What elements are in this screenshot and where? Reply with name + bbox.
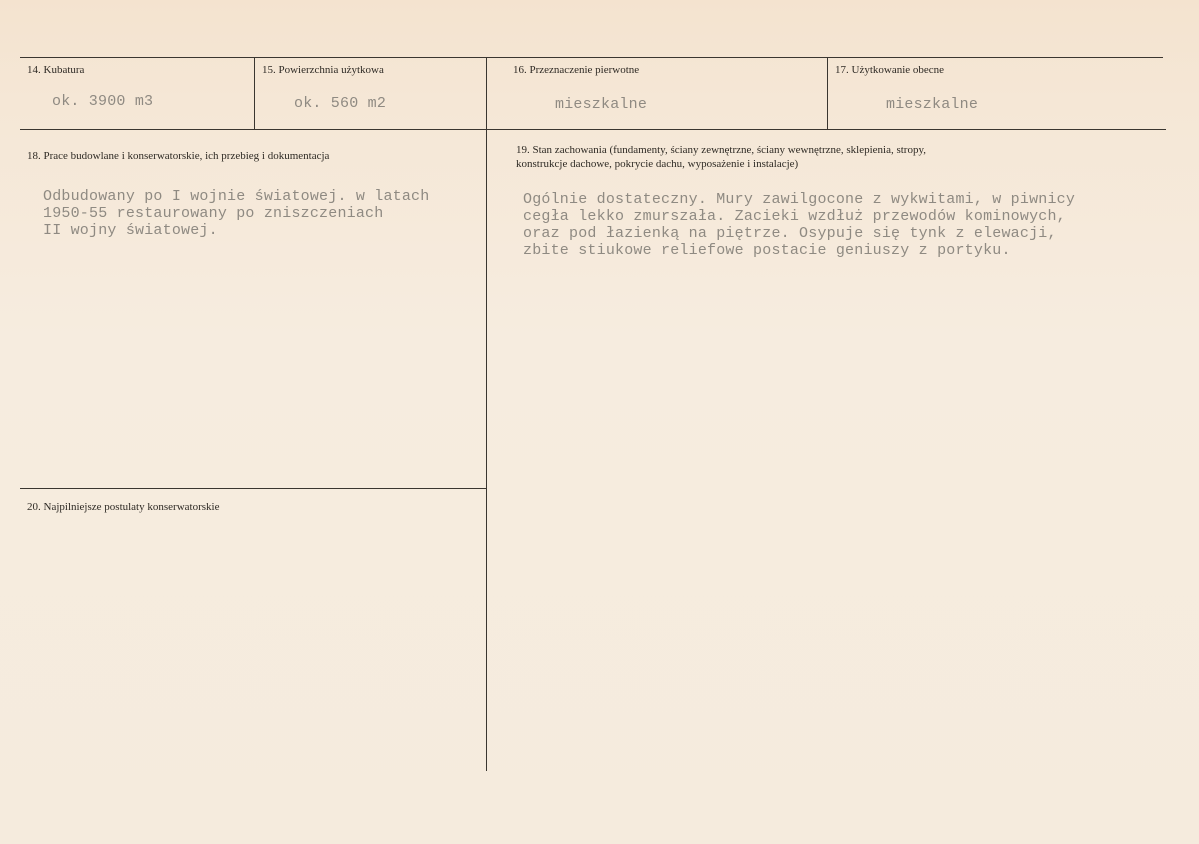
field-17-value: mieszkalne [886,96,979,113]
field-19-line-2: cegła lekko zmurszała. Zacieki wzdłuż przewodów kominowych, [523,208,1066,225]
row1-bottom-rule [20,129,1166,130]
field-18-label: 18. Prace budowlane i konserwatorskie, ich przebieg i dokumentacja [27,150,330,162]
divider-15-16 [486,58,487,771]
field-18-line-1: Odbudowany po I wojnie światowej. w latach [43,188,430,205]
field-14-value: ok. 3900 m3 [52,93,154,110]
field-14-label: 14. Kubatura [27,64,85,76]
field-19-label-line-2: konstrukcje dachowe, pokrycie dachu, wyposażenie i instalacje) [516,158,799,170]
field-20-label: 20. Najpilniejsze postulaty konserwatorskie [27,501,220,513]
field-19-line-3: oraz pod łazienką na piętrze. Osypuje się tynk z elewacji, [523,225,1057,242]
field-19-line-4: zbite stiukowe reliefowe postacie geniuszy z portyku. [523,242,1011,259]
divider-16-17 [827,58,828,129]
field-19-line-1: Ogólnie dostateczny. Mury zawilgocone z wykwitami, w piwnicy [523,191,1076,208]
top-rule [20,57,1163,58]
field-17-label: 17. Użytkowanie obecne [835,64,945,76]
field-18-line-2: 1950-55 restaurowany po zniszczeniach [43,205,384,222]
field-16-label: 16. Przeznaczenie pierwotne [513,64,640,76]
field-15-label: 15. Powierzchnia użytkowa [262,64,384,76]
field-15-value: ok. 560 m2 [294,95,387,112]
section18-bottom-rule [20,488,486,489]
field-19-label-line-1: 19. Stan zachowania (fundamenty, ściany zewnętrzne, ściany wewnętrzne, sklepienia, stropy, [516,144,927,156]
field-16-value: mieszkalne [555,96,648,113]
divider-14-15 [254,58,255,129]
field-18-line-3: II wojny światowej. [43,222,218,239]
